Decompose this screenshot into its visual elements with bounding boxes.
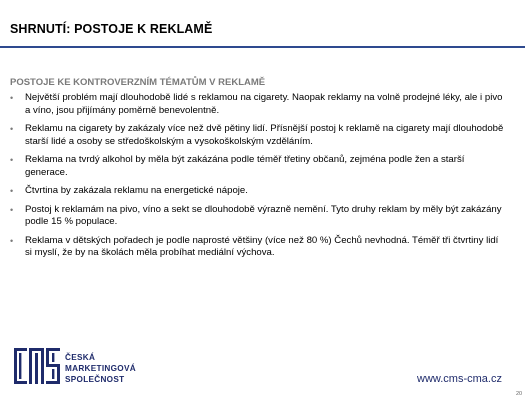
bullet-icon: • — [10, 93, 14, 103]
bullet-text: Reklama na tvrdý alkohol by měla být zakázána podle téměř třetiny občanů, zejména podle žen a starší generace. — [25, 154, 465, 178]
bullet-icon: • — [10, 235, 14, 246]
bullet-text: Největší problém mají dlouhodobě lidé s reklamou na cigarety. Naopak reklamy na volně prodejné léky, ale i pivo a víno, jsou přijímány poměrně benevolentně. — [25, 92, 503, 116]
section-heading: POSTOJE KE KONTROVERZNÍM TÉMATŮM V REKLAMĚ — [10, 77, 266, 88]
bullet-icon: • — [10, 155, 14, 165]
bullet-item — [10, 123, 505, 148]
company-logo — [14, 348, 174, 388]
bullet-item — [10, 204, 505, 229]
bullet-list — [10, 92, 505, 266]
page-number: 20 — [516, 391, 523, 397]
title-divider — [0, 46, 525, 48]
cms-logo-icon — [14, 348, 60, 384]
bullet-text: Postoj k reklamám na pivo, víno a sekt se dlouhodobě výrazně nemění. Tyto druhy reklam by měly být zakázány podle 15 % populace. — [25, 203, 502, 227]
logo-line: SPOLEČNOST — [65, 375, 125, 384]
bullet-item — [10, 154, 505, 179]
slide-title: SHRNUTÍ: POSTOJE K REKLAMĚ — [10, 22, 213, 36]
bullet-item — [10, 185, 505, 198]
bullet-icon: • — [10, 186, 14, 196]
bullet-text: Reklama v dětských pořadech je podle naprosté většiny (více než 80 %) Čechů nevhodná. Téměř tři čtvrtiny lidí si myslí, že by na školách měla probíhat mediální výchova. — [25, 234, 499, 258]
bullet-item — [10, 235, 505, 260]
bullet-icon: • — [10, 204, 14, 215]
logo-line: ČESKÁ — [65, 353, 96, 362]
bullet-text: Reklamu na cigarety by zakázaly více než dvě pětiny lidí. Přísnější postoj k reklamě na cigarety mají dlouhodobě starší lidé a osoby se středoškolským a vysokoškolským vzděláním. — [25, 123, 504, 147]
bullet-icon: • — [10, 124, 14, 134]
bullet-text: Čtvrtina by zakázala reklamu na energetické nápoje. — [25, 185, 248, 196]
bullet-item — [10, 92, 505, 117]
logo-line: MARKETINGOVÁ — [65, 364, 136, 373]
logo-text — [65, 352, 136, 385]
website-url: www.cms-cma.cz — [417, 373, 502, 385]
